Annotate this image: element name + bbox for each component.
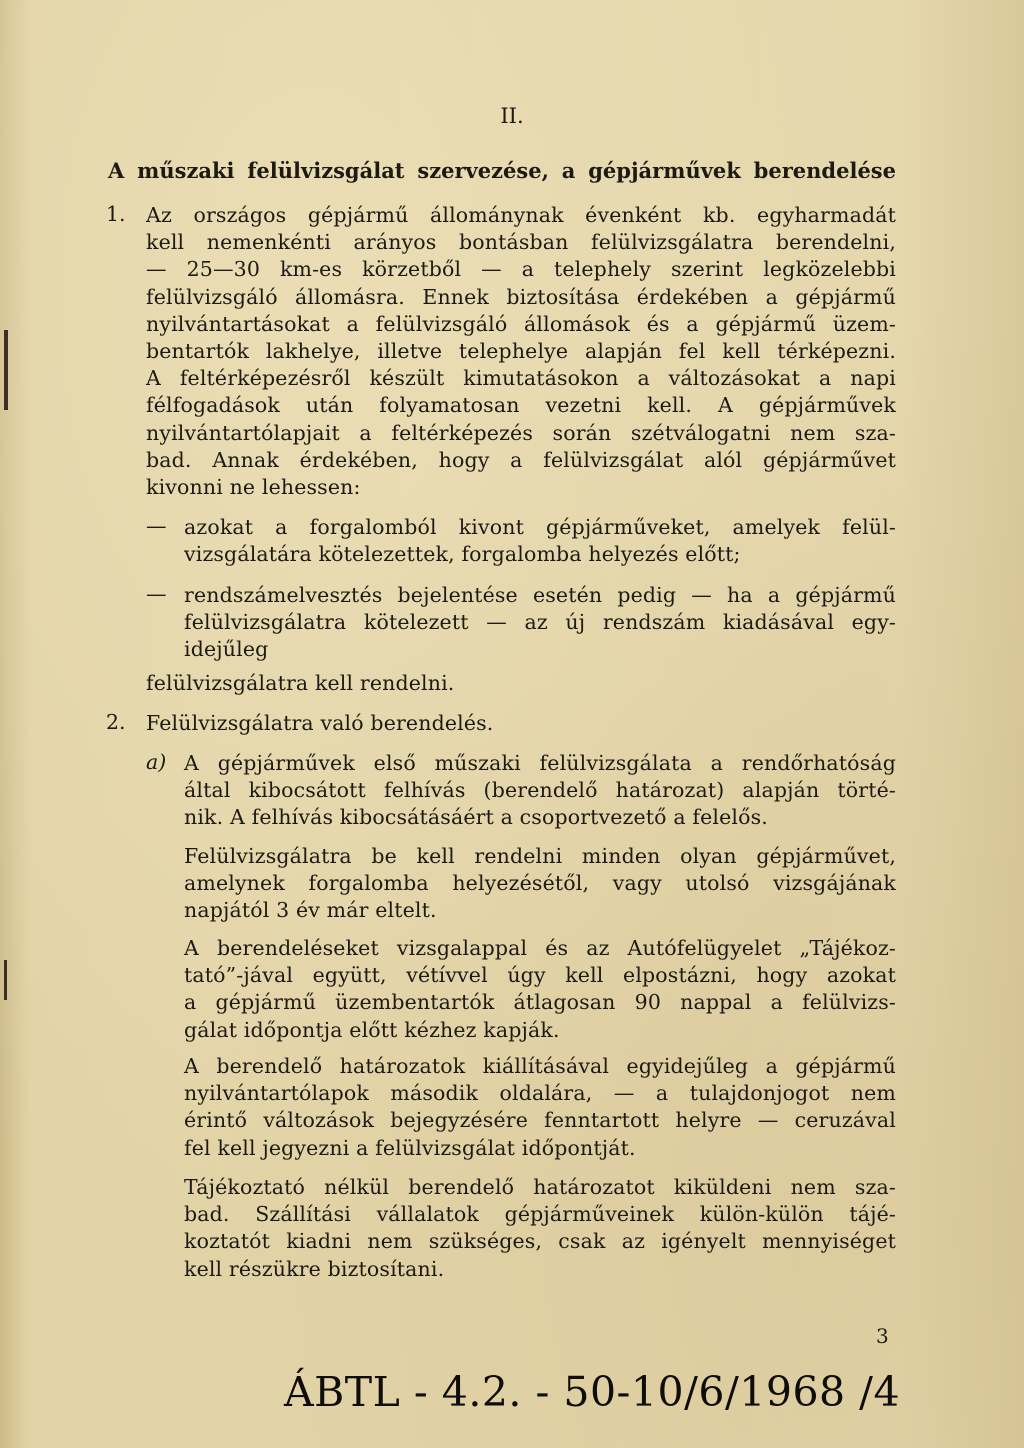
text-line: fel kell jegyezni a felülvizsgálat időpontját.	[184, 1135, 636, 1160]
text-line: bad. Szállítási vállalatok gépjárműveinek külön-külön tájé-	[184, 1202, 896, 1227]
text-line: rendszámelvesztés bejelentése esetén pedig — ha a gépjármű	[184, 583, 896, 607]
text-line: A feltérképezésről készült kimutatásokon a változásokat a napi	[146, 366, 896, 391]
text-line: Felülvizsgálatra be kell rendelni minden olyan gépjárművet,	[184, 844, 896, 868]
text-line: azokat a forgalomból kivont gépjárműveket, amelyek felül-	[184, 515, 896, 539]
text-line: bentartók lakhelye, illetve telephelye alapján fel kell térképezni.	[146, 339, 896, 363]
text-line: A gépjárművek első műszaki felülvizsgálata a rendőrhatóság	[184, 751, 896, 775]
text-line: érintő változások bejegyzésére fenntartott helyre — ceruzával	[184, 1108, 896, 1133]
text-line: nyilvántartólapok második oldalára, — a tulajdonjogot nem	[184, 1081, 896, 1106]
text-line: bad. Annak érdekében, hogy a felülvizsgálat alól gépjárművet	[146, 447, 896, 472]
text-line: koztatót kiadni nem szükséges, csak az igényelt mennyiséget	[184, 1229, 896, 1254]
text-line: kell nemenkénti arányos bontásban felülvizsgálatra berendelni,	[146, 230, 896, 255]
scan-edge-mark	[4, 330, 8, 410]
section-2-title: Felülvizsgálatra való berendelés.	[146, 711, 494, 735]
text-line: által kibocsátott felhívás (berendelő határozat) alapján törté-	[184, 778, 896, 803]
section-number: 2.	[106, 710, 126, 734]
text-line: napjától 3 év már eltelt.	[184, 898, 437, 923]
text-line: Az országos gépjármű állománynak évenként kb. egyharmadát	[146, 203, 896, 227]
text-line: nyilvántartásokat a felülvizsgáló állomások és a gépjármű üzem-	[146, 311, 896, 336]
text-line: félfogadások után folyamatosan vezetni kell. A gépjárművek	[146, 393, 896, 418]
archive-stamp: ÁBTL - 4.2. - 50-10/6/1968 /4	[284, 1368, 901, 1416]
page-number: 3	[876, 1324, 889, 1348]
text-line: amelynek forgalomba helyezésétől, vagy utolsó vizsgájának	[184, 871, 896, 896]
dash-bullet: —	[146, 514, 167, 538]
dash-bullet: —	[146, 582, 167, 606]
section-1-closing: felülvizsgálatra kell rendelni.	[146, 671, 455, 695]
text-line: nik. A felhívás kibocsátásáért a csoportvezető a felelős.	[184, 805, 768, 830]
text-line: a gépjármű üzembentartók átlagosan 90 nappal a felülvizs-	[184, 990, 896, 1015]
text-line: kell részükre biztosítani.	[184, 1256, 445, 1281]
section-number: 1.	[106, 202, 126, 226]
text-line: felülvizsgálatra kötelezett — az új rendszám kiadásával egy-	[184, 610, 896, 635]
chapter-title: A műszaki felülvizsgálat szervezése, a gépjárművek berendelése	[108, 158, 896, 183]
chapter-number: II.	[500, 104, 524, 128]
text-line: idejűleg	[184, 637, 269, 662]
text-line: A berendelő határozatok kiállításával egyidejűleg a gépjármű	[184, 1054, 896, 1078]
text-line: felülvizsgáló állomásra. Ennek biztosítása érdekében a gépjármű	[146, 284, 896, 309]
text-line: kivonni ne lehessen:	[146, 475, 361, 499]
item-label: a)	[146, 750, 167, 774]
text-line: Tájékoztató nélkül berendelő határozatot kiküldeni nem sza-	[184, 1175, 896, 1199]
text-line: nyilvántartólapjait a feltérképezés során szétválogatni nem sza-	[146, 420, 896, 445]
text-line: tató”-jával együtt, vétívvel úgy kell elpostázni, hogy azokat	[184, 963, 896, 988]
text-line: — 25—30 km-es körzetből — a telephely szerint legközelebbi	[146, 257, 896, 282]
text-line: gálat időpontja előtt kézhez kapják.	[184, 1017, 560, 1042]
text-line: A berendeléseket vizsgalappal és az Autófelügyelet „Tájékoz-	[184, 936, 896, 960]
text-line: vizsgálatára kötelezettek, forgalomba helyezés előtt;	[184, 542, 741, 567]
scan-edge-mark	[4, 960, 7, 1000]
